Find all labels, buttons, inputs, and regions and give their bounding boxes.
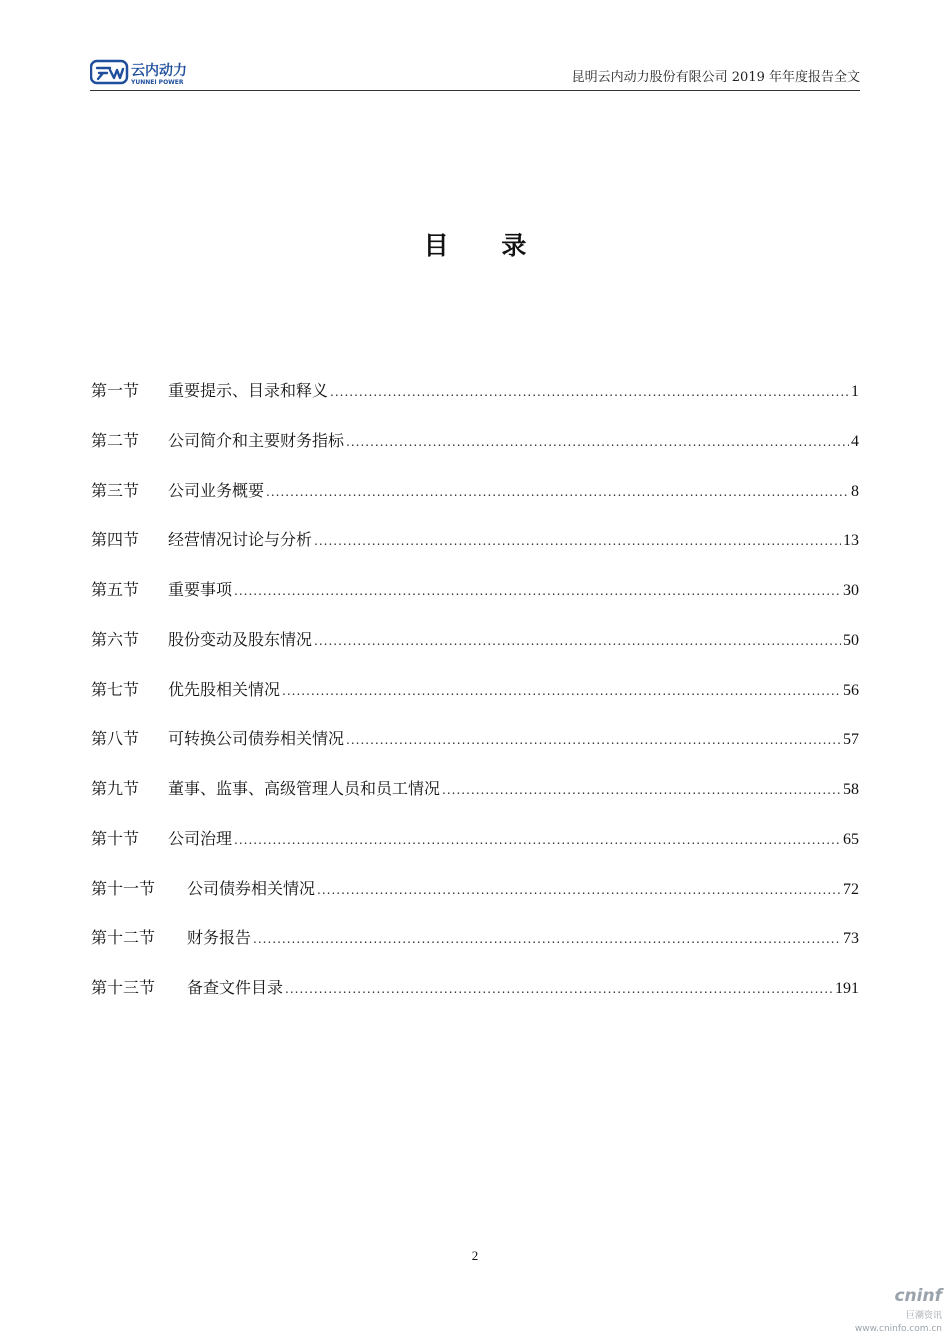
toc-section-title: 经营情况讨论与分析 <box>168 530 313 550</box>
toc-page-number: 73 <box>843 930 859 948</box>
toc-page-number: 65 <box>843 830 859 848</box>
page-number: 2 <box>471 1248 479 1263</box>
report-header-title: 昆明云内动力股份有限公司 2019 年年度报告全文 <box>571 70 860 85</box>
toc-dot-leader <box>234 584 841 598</box>
toc-section-number: 第四节 <box>91 530 140 550</box>
toc-entry[interactable] <box>91 776 859 826</box>
svg-text:云内动力: 云内动力 <box>131 63 187 79</box>
toc-dot-leader <box>346 733 841 747</box>
toc-section-title: 备查文件目录 <box>187 978 284 997</box>
toc-page-number: 1 <box>851 383 859 400</box>
watermark-url: www.cninfo.com.cn <box>854 1324 942 1334</box>
toc-entry[interactable] <box>91 975 859 1025</box>
toc-page-number: 4 <box>851 432 859 450</box>
toc-page-number: 72 <box>843 880 859 898</box>
toc-page-number: 50 <box>843 631 859 649</box>
toc-section-number: 第三节 <box>91 480 140 500</box>
toc-section-number: 第十三节 <box>91 978 156 997</box>
toc-page-number: 30 <box>843 582 859 599</box>
toc-section-title: 董事、监事、高级管理人员和员工情况 <box>168 779 441 798</box>
toc-entry[interactable] <box>91 378 859 428</box>
toc-dot-leader <box>330 385 849 399</box>
toc-section-title: 优先股相关情况 <box>168 679 281 699</box>
toc-dot-leader <box>442 783 841 797</box>
toc-dot-leader <box>346 435 849 449</box>
toc-dot-leader <box>314 634 841 648</box>
toc-dot-leader <box>234 833 841 847</box>
toc-section-title: 可转换公司债券相关情况 <box>168 729 345 749</box>
toc-section-number: 第五节 <box>91 580 140 599</box>
toc-section-title: 股份变动及股东情况 <box>168 629 313 649</box>
toc-section-title: 公司业务概要 <box>168 480 265 500</box>
watermark-logo: cninf <box>894 1286 942 1306</box>
toc-section-title: 重要事项 <box>168 580 233 599</box>
toc-page-number: 57 <box>843 731 859 749</box>
cninfo-watermark <box>850 1284 946 1340</box>
toc-dot-leader <box>285 982 833 996</box>
toc-entry[interactable] <box>91 428 859 478</box>
toc-entry[interactable] <box>91 925 859 975</box>
toc-section-title: 公司治理 <box>168 828 233 848</box>
toc-section-number: 第一节 <box>91 381 140 400</box>
toc-page-number: 191 <box>835 980 859 997</box>
toc-dot-leader <box>317 883 841 897</box>
toc-section-number: 第八节 <box>91 729 140 749</box>
toc-section-number: 第七节 <box>91 679 140 699</box>
toc-dot-leader <box>266 485 849 499</box>
page-header <box>90 56 860 91</box>
toc-entry[interactable] <box>91 627 859 677</box>
yunnei-power-logo <box>90 58 220 86</box>
toc-section-title: 公司债券相关情况 <box>187 878 316 898</box>
toc-list <box>91 378 859 1025</box>
toc-section-number: 第十节 <box>91 828 140 848</box>
svg-text:YUNNEI POWER: YUNNEI POWER <box>131 79 184 86</box>
toc-section-title: 公司简介和主要财务指标 <box>168 430 345 450</box>
toc-entry[interactable] <box>91 826 859 876</box>
toc-page-number: 58 <box>843 781 859 798</box>
toc-page-number: 56 <box>843 681 859 699</box>
toc-section-number: 第六节 <box>91 629 140 649</box>
toc-section-number: 第十二节 <box>91 928 156 948</box>
toc-section-number: 第九节 <box>91 779 140 798</box>
toc-entry[interactable] <box>91 876 859 926</box>
toc-section-title: 财务报告 <box>187 928 252 948</box>
toc-section-number: 第十一节 <box>91 878 156 898</box>
toc-title: 目 录 <box>423 231 549 260</box>
watermark-subtitle: 巨潮资讯 <box>905 1311 942 1321</box>
toc-section-number: 第二节 <box>91 430 140 450</box>
toc-dot-leader <box>253 932 841 946</box>
toc-entry[interactable] <box>91 677 859 727</box>
toc-entry[interactable] <box>91 577 859 627</box>
toc-entry[interactable] <box>91 726 859 776</box>
toc-entry[interactable] <box>91 478 859 528</box>
toc-page-number: 13 <box>843 532 859 550</box>
toc-dot-leader <box>282 684 841 698</box>
toc-dot-leader <box>314 534 841 548</box>
toc-section-title: 重要提示、目录和释义 <box>168 381 329 400</box>
toc-entry[interactable] <box>91 527 859 577</box>
toc-page-number: 8 <box>851 482 859 500</box>
